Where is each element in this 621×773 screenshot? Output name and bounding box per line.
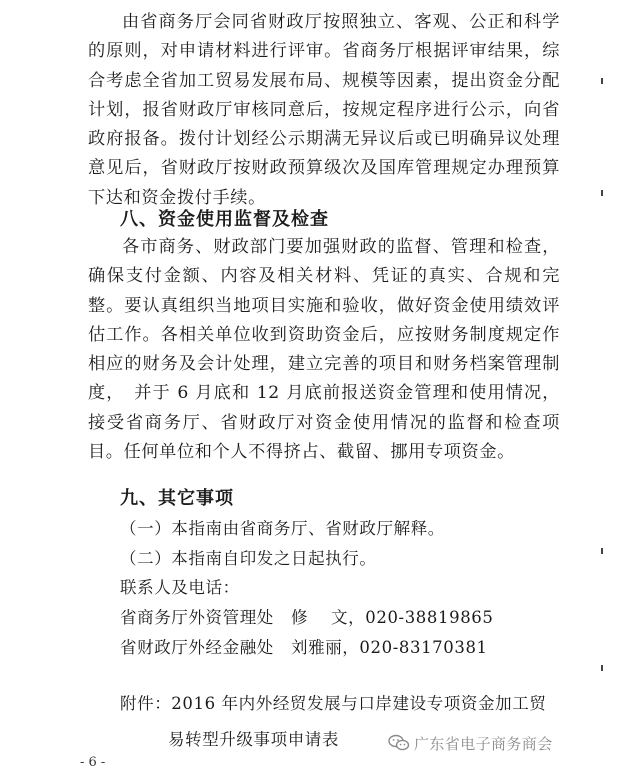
section-heading-9: 九、其它事项 bbox=[120, 488, 234, 509]
paragraph-supervision: 各市商务、财政部门要加强财政的监督、管理和检查，确保支付金额、内容及相关材料、凭证的真实、合规和完整。要认真组织当地项目实施和验收，做好资金使用绩效评估工作。各相关单位收到资助资金后，应按财务制度规定作相应的财务及会计处理，建立完善的项目和财务档案管理制度， 并于 6 月底和 12 月底前报送资金管理和使用情况，接受省商务厅、省财政厅对资金使用情况的监督和检查项目。任何单位和个人不得挤占、截留、挪用专项资金。 bbox=[88, 237, 560, 463]
page-number: - 6 - bbox=[80, 755, 106, 770]
paragraph-review: 由省商务厅会同省财政厅按照独立、客观、公正和科学的原则，对申请材料进行评审。省商务厅根据评审结果，综合考虑全省加工贸易发展布局、规模等因素，提出资金分配计划，报省财政厅审核同意后，按规定程序进行公示，向省政府报备。拨付计划经公示期满无异议后或已明确异议处理意见后，省财政厅按财政预算级次及国库管理规定办理预算下达和资金拨付手续。 bbox=[88, 12, 560, 208]
wechat-icon bbox=[388, 734, 410, 756]
contact-commerce: 省商务厅外资管理处 修 文，020-38819865 bbox=[120, 608, 494, 627]
scan-mark bbox=[601, 665, 603, 671]
watermark-text: 广东省电子商务商会 bbox=[414, 735, 553, 753]
contact-finance: 省财政厅外经金融处 刘雅丽，020-83170381 bbox=[120, 638, 488, 657]
attachment-line-1: 附件：2016 年内外经贸发展与口岸建设专项资金加工贸 bbox=[120, 694, 547, 713]
item-effective-date: （二）本指南自印发之日起执行。 bbox=[120, 549, 377, 568]
scan-mark bbox=[601, 190, 603, 196]
watermark bbox=[388, 733, 553, 756]
scan-mark bbox=[601, 78, 603, 84]
attachment-line-2: 易转型升级事项申请表 bbox=[168, 730, 339, 749]
contacts-label: 联系人及电话： bbox=[120, 578, 240, 597]
scan-mark bbox=[601, 548, 603, 554]
section-heading-8: 八、资金使用监督及检查 bbox=[120, 209, 329, 230]
item-interpretation: （一）本指南由省商务厅、省财政厅解释。 bbox=[120, 519, 445, 538]
